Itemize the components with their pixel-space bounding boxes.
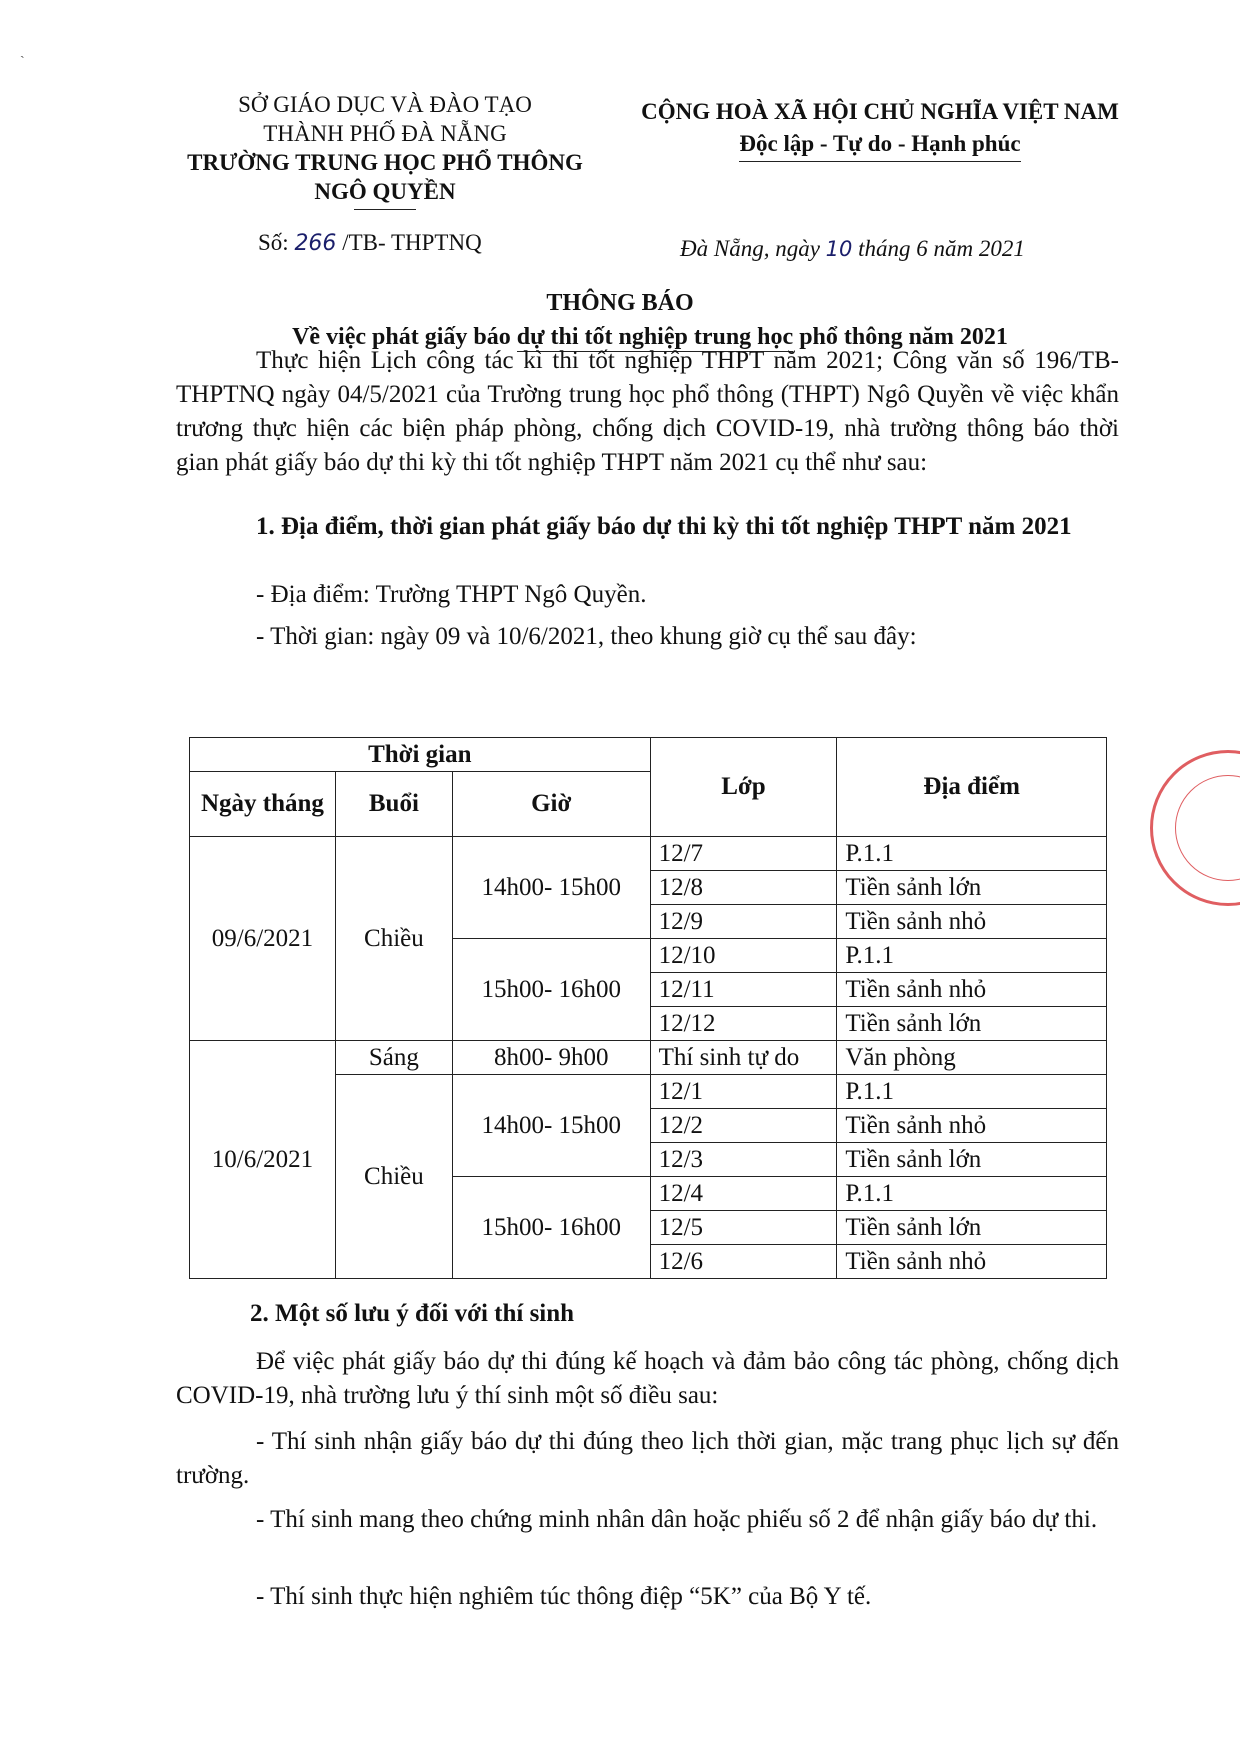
session-cell: Chiều (335, 1075, 452, 1279)
place-cell: Văn phòng (837, 1041, 1107, 1075)
hour-cell: 14h00- 15h00 (452, 1075, 650, 1177)
class-cell: 12/3 (650, 1143, 837, 1177)
place-cell: P.1.1 (837, 939, 1107, 973)
date-prefix: Đà Nẵng, ngày (680, 236, 826, 261)
class-cell: Thí sinh tự do (650, 1041, 837, 1075)
class-cell: 12/4 (650, 1177, 837, 1211)
place-cell: Tiền sảnh lớn (837, 1211, 1107, 1245)
place-cell: P.1.1 (837, 1075, 1107, 1109)
section-1-heading: 1. Địa điểm, thời gian phát giấy báo dự thi kỳ thi tốt nghiệp THPT năm 2021 (256, 513, 1072, 540)
school-name: NGÔ QUYỀN (314, 179, 456, 204)
table-row (190, 837, 1107, 871)
section-2-note-1: - Thí sinh nhận giấy báo dự thi đúng theo lịch thời gian, mặc trang phục lịch sự đến trường. (176, 1428, 1119, 1489)
date-cell: 09/6/2021 (190, 837, 336, 1041)
place-cell: Tiền sảnh nhỏ (837, 1109, 1107, 1143)
date-cell: 10/6/2021 (190, 1041, 336, 1279)
place-cell: Tiền sảnh nhỏ (837, 905, 1107, 939)
schedule-table (189, 737, 1107, 1279)
section-1-time: - Thời gian: ngày 09 và 10/6/2021, theo khung giờ cụ thể sau đây: (256, 623, 917, 650)
date-suffix: tháng 6 năm 2021 (852, 236, 1025, 261)
issuer-block (150, 90, 620, 206)
table-row (190, 1041, 1107, 1075)
class-cell: 12/2 (650, 1109, 837, 1143)
header-place: Địa điểm (837, 738, 1107, 837)
hour-cell: 15h00- 16h00 (452, 1177, 650, 1279)
header-session: Buổi (335, 772, 452, 837)
section-1-location: - Địa điểm: Trường THPT Ngô Quyền. (256, 581, 647, 608)
hour-cell: 8h00- 9h00 (452, 1041, 650, 1075)
session-cell: Sáng (335, 1041, 452, 1075)
class-cell: 12/8 (650, 871, 837, 905)
header-date: Ngày tháng (190, 772, 336, 837)
header-hour: Giờ (452, 772, 650, 837)
section-2-heading: 2. Một số lưu ý đối với thí sinh (250, 1300, 575, 1327)
place-cell: Tiền sảnh nhỏ (837, 973, 1107, 1007)
school-type: TRƯỜNG TRUNG HỌC PHỔ THÔNG (187, 150, 583, 175)
subtitle-part-3: phổ thông năm 2021 (793, 324, 1008, 350)
class-cell: 12/6 (650, 1245, 837, 1279)
place-cell: P.1.1 (837, 837, 1107, 871)
document-number-value: 266 (294, 231, 337, 256)
subtitle-part-2: dự thi tốt nghiệp trung học (516, 324, 794, 350)
place-cell: P.1.1 (837, 1177, 1107, 1211)
header-class: Lớp (650, 738, 837, 837)
intro-paragraph: Thực hiện Lịch công tác kì thi tốt nghiệp THPT năm 2021; Công văn số 196/TB-THPTNQ ngày 04/5/2021 của Trường trung học phổ thông (THPT) Ngô Quyền về việc khẩn trương thực hiện các biện pháp phòng, chống dịch COVID-19, nhà trường thông báo thời gian phát giấy báo dự thi kỳ thi tốt nghiệp THPT năm 2021 cụ thể như sau: (176, 347, 1119, 476)
national-header (610, 96, 1150, 162)
section-2-note-2: - Thí sinh mang theo chứng minh nhân dân hoặc phiếu số 2 để nhận giấy báo dự thi. (256, 1506, 1098, 1533)
class-cell: 12/5 (650, 1211, 837, 1245)
department-name: SỞ GIÁO DỤC VÀ ĐÀO TẠO (238, 92, 532, 117)
document-number (258, 230, 482, 256)
document-number-suffix: /TB- THPTNQ (336, 230, 482, 255)
class-cell: 12/12 (650, 1007, 837, 1041)
place-cell: Tiền sảnh lớn (837, 1007, 1107, 1041)
section-2-intro: Để việc phát giấy báo dự thi đúng kế hoạch và đảm bảo công tác phòng, chống dịch COVID-19, nhà trường lưu ý thí sinh một số điều sau: (176, 1348, 1119, 1409)
class-cell: 12/1 (650, 1075, 837, 1109)
document-number-prefix: Số: (258, 230, 295, 255)
header-time-group: Thời gian (190, 738, 651, 772)
city-name: THÀNH PHỐ ĐÀ NẴNG (263, 121, 507, 146)
place-cell: Tiền sảnh lớn (837, 871, 1107, 905)
session-cell: Chiều (335, 837, 452, 1041)
document-title: THÔNG BÁO (546, 290, 694, 316)
place-cell: Tiền sảnh lớn (837, 1143, 1107, 1177)
section-2-note-3: - Thí sinh thực hiện nghiêm túc thông điệp “5K” của Bộ Y tế. (256, 1583, 872, 1610)
subtitle-part-1: Về việc phát giấy báo (292, 324, 517, 350)
national-motto: Độc lập - Tự do - Hạnh phúc (739, 128, 1020, 162)
scan-mark: ˎ (20, 44, 25, 59)
hour-cell: 15h00- 16h00 (452, 939, 650, 1041)
place-cell: Tiền sảnh nhỏ (837, 1245, 1107, 1279)
red-seal-stamp (1150, 750, 1240, 906)
class-cell: 12/11 (650, 973, 837, 1007)
class-cell: 12/9 (650, 905, 837, 939)
country-name: CỘNG HOÀ XÃ HỘI CHỦ NGHĨA VIỆT NAM (641, 99, 1119, 124)
date-day: 10 (825, 237, 853, 261)
document-date (680, 236, 1025, 262)
class-cell: 12/7 (650, 837, 837, 871)
class-cell: 12/10 (650, 939, 837, 973)
hour-cell: 14h00- 15h00 (452, 837, 650, 939)
